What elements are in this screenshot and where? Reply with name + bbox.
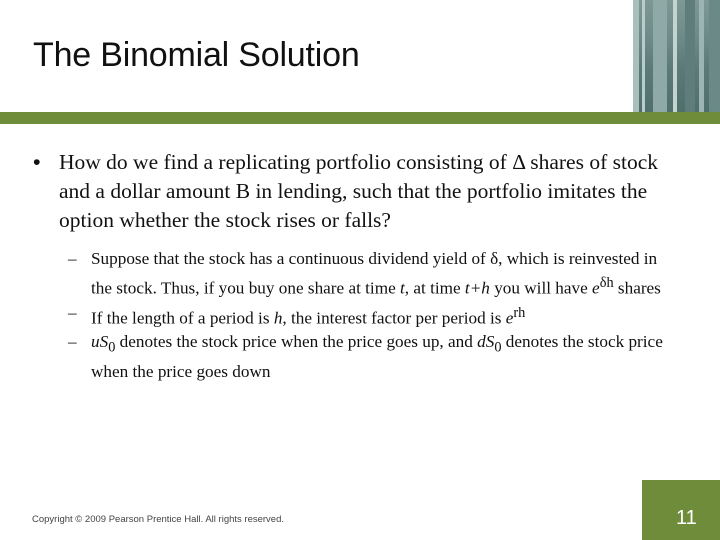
sub-bullet-list [68, 247, 678, 384]
text-run: you will have [489, 278, 593, 298]
sub-bullet-prices [68, 330, 678, 383]
text-run: denotes the stock price when the price goes down [91, 332, 663, 381]
copyright-footer: Copyright © 2009 Pearson Prentice Hall. All rights reserved. [32, 514, 285, 525]
subscript-zero: 0 [494, 339, 502, 356]
text-run: If the length of a period is [91, 308, 274, 328]
subscript-zero: 0 [108, 339, 116, 356]
text-run: , the interest factor per period is [282, 308, 506, 328]
var-dS: dS [477, 332, 495, 352]
main-bullet [33, 148, 693, 235]
text-run: Suppose that the stock has a continuous dividend yield of δ, which is reinvested in the stock. Thus, if you buy one share at time [91, 249, 658, 298]
sub-bullet-marker: – [68, 302, 77, 322]
var-e: e [592, 278, 600, 298]
sub-bullet-marker: – [68, 249, 77, 268]
window-photo-icon [633, 0, 720, 112]
page-number: 11 [676, 507, 697, 529]
var-uS: uS [91, 332, 109, 352]
text-run: denotes the stock price when the price goes up, and [115, 332, 478, 352]
sub-bullet-interest [68, 301, 678, 331]
accent-bar [0, 112, 720, 124]
exponent-delta-h: δh [599, 275, 614, 291]
var-t-plus-h: t+h [464, 278, 490, 298]
bullet-marker: • [33, 150, 41, 174]
slide-title: The Binomial Solution [33, 36, 360, 74]
var-h: h [273, 308, 283, 328]
slide-body [0, 124, 720, 474]
main-bullet-text: How do we find a replicating portfolio consisting of Δ shares of stock and a dollar amount B in lending, such that the portfolio imitates the option whether the stock rises or falls? [59, 150, 658, 232]
sub-bullet-marker: – [68, 332, 77, 352]
var-t: t [400, 278, 405, 298]
var-e: e [505, 308, 514, 328]
exponent-rh: rh [513, 304, 526, 321]
text-run: shares [613, 278, 661, 298]
slide-header [0, 0, 720, 112]
text-run: , at time [404, 278, 465, 298]
sub-bullet-dividend [68, 247, 678, 301]
